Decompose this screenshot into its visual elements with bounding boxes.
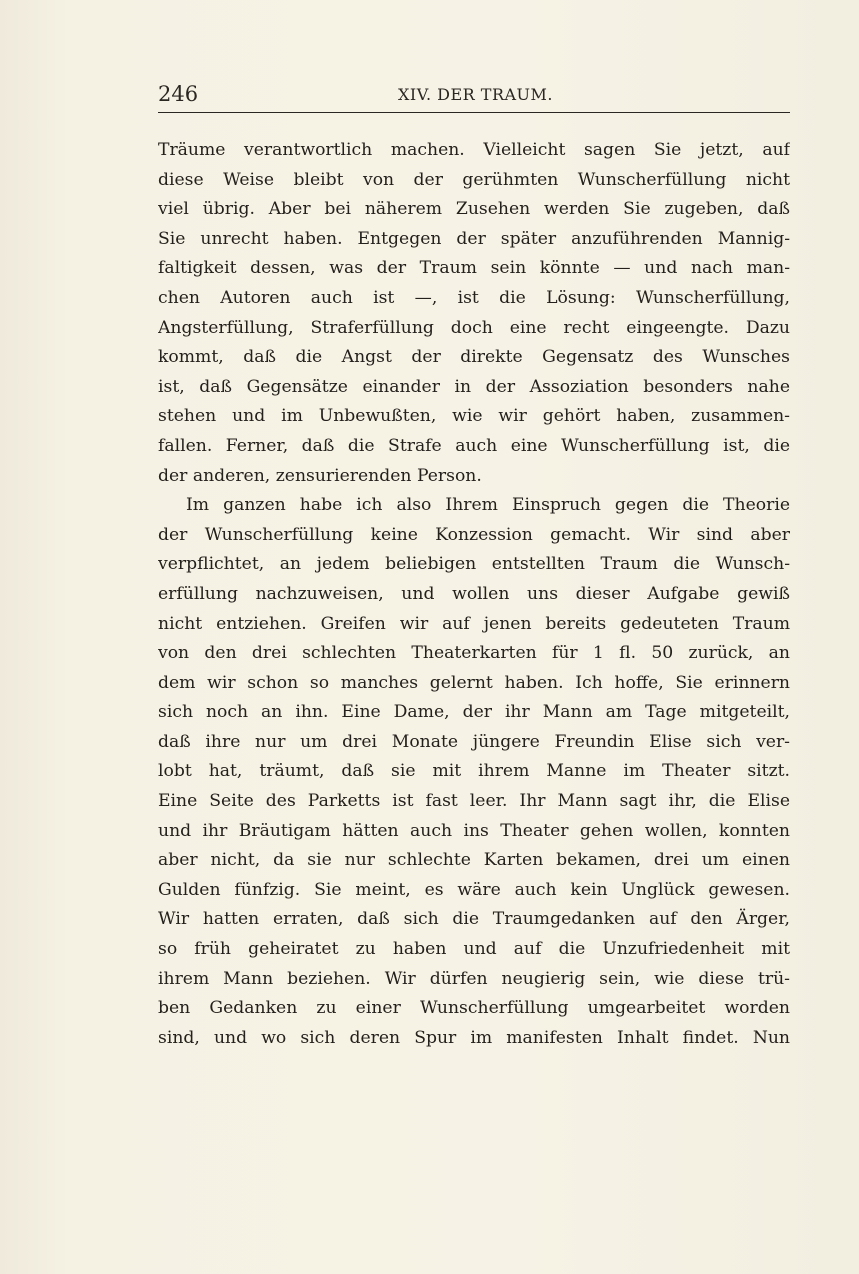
text-line: so früh geheiratet zu haben und auf die Unzufriedenheit mit [158,939,790,960]
text-line: Im ganzen habe ich also Ihrem Einspruch gegen die Theorie [186,495,790,516]
text-line: chen Autoren auch ist —, ist die Lösung: Wunscherfüllung, [158,287,790,308]
text-line: ihrem Mann beziehen. Wir dürfen neugierig sein, wie diese trü- [158,968,790,989]
text-line: fallen. Ferner, daß die Strafe auch eine Wunscherfüllung ist, die [158,435,790,456]
text-line: sind, und wo sich deren Spur im manifesten Inhalt findet. Nun [158,1027,790,1048]
text-line: Sie unrecht haben. Entgegen der später anzuführenden Mannig- [158,228,790,249]
header-rule [158,112,790,113]
text-line: daß ihre nur um drei Monate jüngere Freundin Elise sich ver- [158,731,790,752]
text-line: dem wir schon so manches gelernt haben. Ich hoffe, Sie erinnern [158,672,790,693]
text-line: aber nicht, da sie nur schlechte Karten bekamen, drei um einen [158,850,790,871]
text-line: ben Gedanken zu einer Wunscherfüllung umgearbeitet worden [158,998,790,1019]
text-line: lobt hat, träumt, daß sie mit ihrem Manne im Theater sitzt. [158,761,790,782]
text-line: von den drei schlechten Theaterkarten für 1 fl. 50 zurück, an [158,643,790,664]
text-line: faltigkeit dessen, was der Traum sein könnte — und nach man- [158,258,790,279]
text-line: der Wunscherfüllung keine Konzession gemacht. Wir sind aber [158,524,790,545]
page-number: 246 [158,82,199,106]
paragraph [158,136,790,491]
text-line: kommt, daß die Angst der direkte Gegensatz des Wunsches [158,347,790,368]
text-line: viel übrig. Aber bei näherem Zusehen werden Sie zugeben, daß [158,199,790,220]
text-line: Angsterfüllung, Straferfüllung doch eine recht eingeengte. Dazu [158,317,790,338]
text-line: stehen und im Unbewußten, wie wir gehört haben, zusammen- [158,406,790,427]
paragraph [158,491,790,1053]
text-line: ist, daß Gegensätze einander in der Assoziation besonders nahe [158,376,790,397]
running-head [158,82,790,110]
text-line: diese Weise bleibt von der gerühmten Wunscherfüllung nicht [158,169,790,190]
text-line: der anderen, zensurierenden Person. [158,465,482,486]
text-line: verpflichtet, an jedem beliebigen entstellten Traum die Wunsch- [158,554,790,575]
text-line: erfüllung nachzuweisen, und wollen uns dieser Aufgabe gewiß [158,583,790,604]
chapter-title: XIV. DER TRAUM. [398,85,554,104]
body-text [158,136,790,1053]
text-line: nicht entziehen. Greifen wir auf jenen bereits gedeuteten Traum [158,613,790,634]
text-line: sich noch an ihn. Eine Dame, der ihr Mann am Tage mitgeteilt, [158,702,790,723]
text-line: und ihr Bräutigam hätten auch ins Theater gehen wollen, konnten [158,820,790,841]
text-line: Eine Seite des Parketts ist fast leer. Ihr Mann sagt ihr, die Elise [158,791,790,812]
text-line: Träume verantwortlich machen. Vielleicht sagen Sie jetzt, auf [158,140,790,160]
text-line: Wir hatten erraten, daß sich die Traumgedanken auf den Ärger, [158,909,790,930]
text-line: Gulden fünfzig. Sie meint, es wäre auch kein Unglück gewesen. [158,879,790,900]
